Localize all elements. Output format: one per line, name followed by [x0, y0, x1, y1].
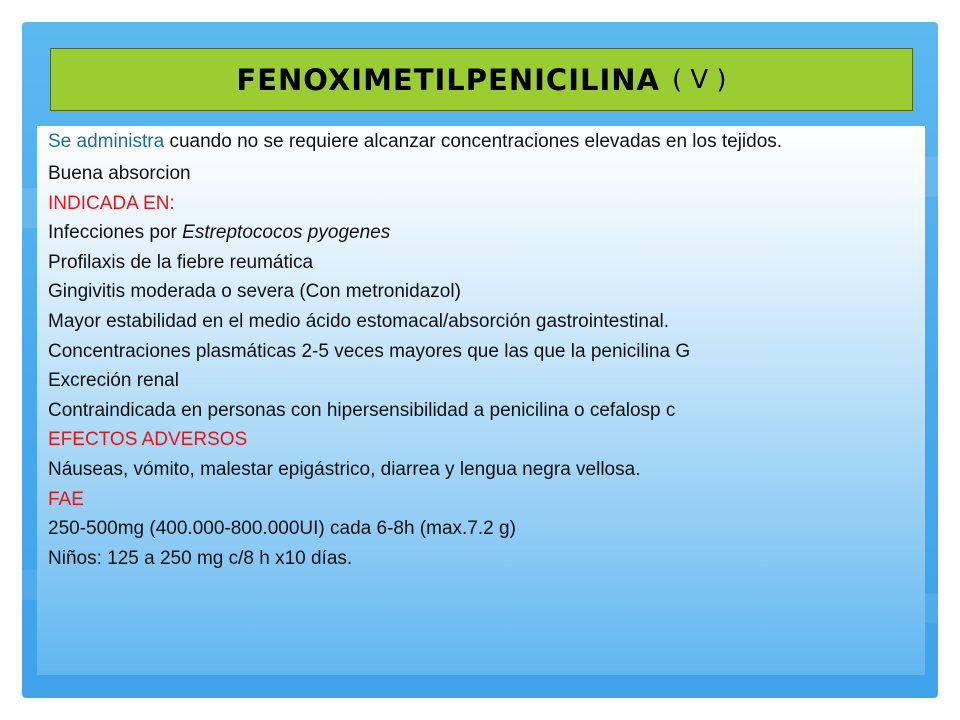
text-line-stability: Mayor estabilidad en el medio ácido estomacal/absorción gastrointestinal. [48, 310, 670, 332]
administration-lead: Se administra [48, 131, 165, 152]
text-line-adverse-list: Náuseas, vómito, malestar epigástrico, diarrea y lengua negra vellosa. [48, 458, 641, 480]
text-line-infections [48, 218, 915, 248]
text-line-absorption: Buena absorcion [48, 163, 191, 184]
content-panel [37, 126, 925, 675]
slide-title: FENOXIMETILPENICILINA [236, 62, 660, 97]
text-line-prophylaxis: Profilaxis de la fiebre reumática [48, 251, 314, 273]
heading-adverse-effects: EFECTOS ADVERSOS [48, 429, 248, 451]
text-line-administration [48, 132, 915, 159]
text-line-contraindication: Contraindicada en personas con hipersensibilidad a penicilina o cefalosp c [48, 399, 676, 421]
heading-indicated: INDICADA EN: [48, 192, 175, 214]
slide-background [22, 22, 938, 698]
slide-title-suffix: ( V ) [671, 64, 727, 95]
text-line-concentrations: Concentraciones plasmáticas 2-5 veces mayores que las que la penicilina G [48, 340, 691, 362]
heading-fae: FAE [48, 488, 84, 510]
text-line-gingivitis: Gingivitis moderada o severa (Con metronidazol) [48, 281, 461, 303]
text-line-excretion: Excreción renal [48, 370, 179, 392]
infections-organism: Estreptococos pyogenes [182, 222, 391, 244]
title-banner [50, 48, 913, 111]
text-line-dose-adult: 250-500mg (400.000-800.000UI) cada 6-8h (max.7.2 g) [48, 518, 516, 540]
text-line-dose-children: Niños: 125 a 250 mg c/8 h x10 días. [48, 547, 353, 569]
infections-text: Infecciones por [48, 222, 183, 244]
administration-text: cuando no se requiere alcanzar concentraciones elevadas en los tejidos. [164, 131, 783, 152]
